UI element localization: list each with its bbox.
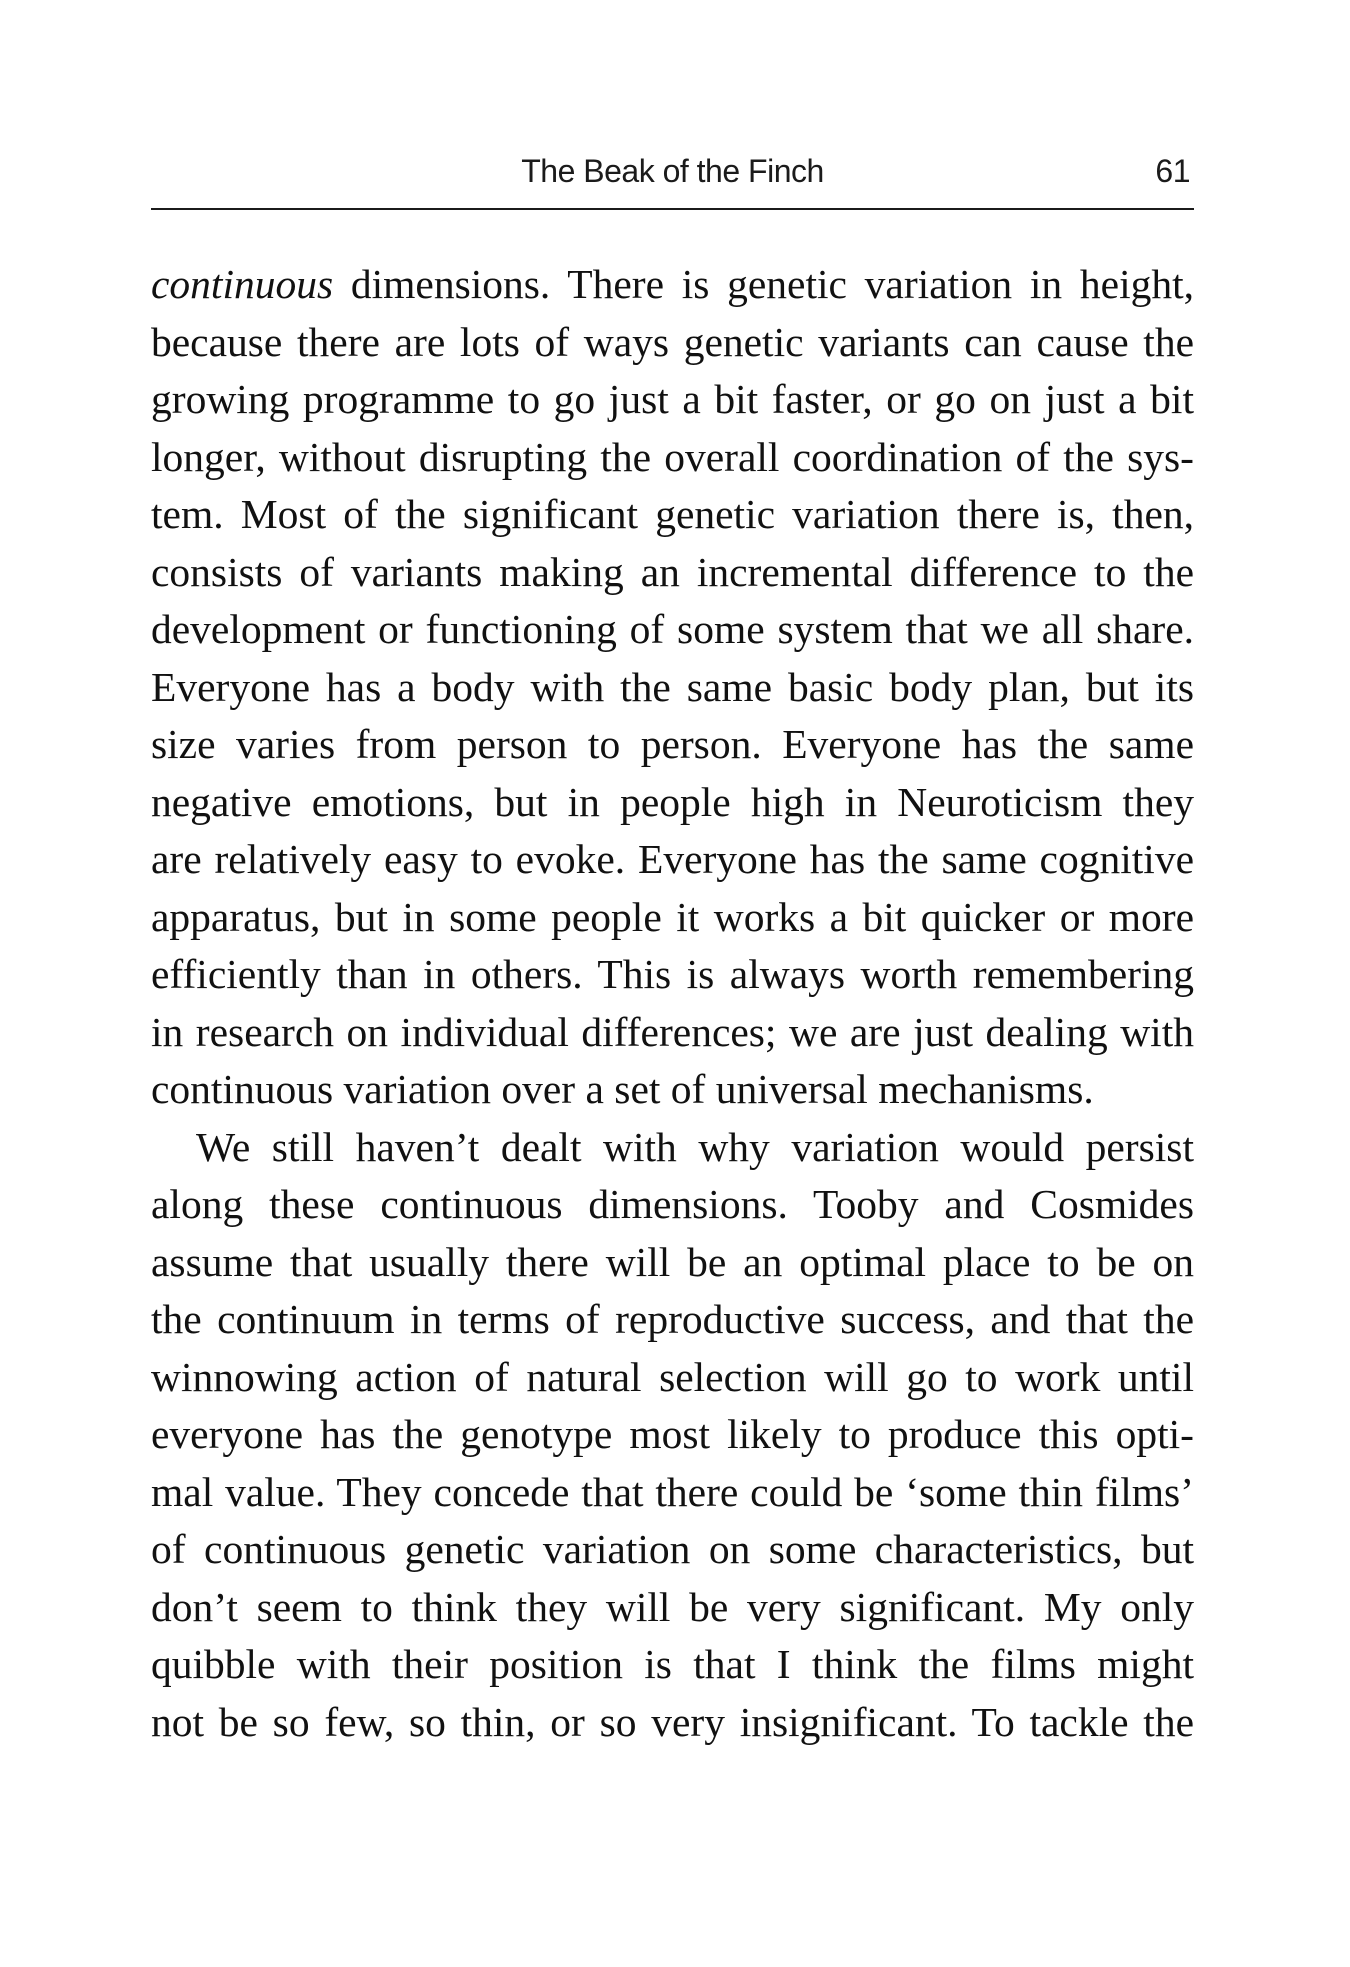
running-head: [151, 150, 1194, 192]
text-line: assume that usually there will be an optimal place to be on: [151, 1238, 1194, 1285]
text-line: of continuous genetic variation on some characteristics, but: [151, 1526, 1194, 1572]
text-line: are relatively easy to evoke. Everyone has the same cognitive: [151, 836, 1194, 882]
text-line: continuous dimensions. There is genetic variation in height,: [151, 261, 1194, 307]
text-line: winnowing action of natural selection will go to work until: [151, 1353, 1194, 1400]
text-line: quibble with their position is that I think the films might: [151, 1641, 1194, 1687]
emphasis: continuous: [151, 261, 334, 307]
text-line: negative emotions, but in people high in Neuroticism they: [151, 778, 1194, 825]
text-line: mal value. They concede that there could be ‘some thin films’: [151, 1468, 1194, 1515]
text-line: everyone has the genotype most likely to produce this opti-: [151, 1411, 1194, 1457]
text-line: development or functioning of some system that we all share.: [151, 606, 1194, 652]
text-line: don’t seem to think they will be very significant. My only: [151, 1583, 1194, 1630]
text-line: the continuum in terms of reproductive success, and that the: [151, 1296, 1194, 1342]
running-title: The Beak of the Finch: [521, 153, 824, 189]
text-line: not be so few, so thin, or so very insignificant. To tackle the: [151, 1698, 1194, 1745]
text-line: efficiently than in others. This is always worth remembering: [151, 951, 1194, 997]
text-line: consists of variants making an incremental difference to the: [151, 548, 1194, 595]
text-line: We still haven’t dealt with why variation would persist: [196, 1123, 1194, 1170]
header-rule: [151, 208, 1194, 210]
text-line: continuous variation over a set of universal mechanisms.: [151, 1066, 1094, 1112]
text-line: apparatus, but in some people it works a bit quicker or more: [151, 893, 1194, 940]
paragraph-2: [151, 1119, 1194, 1752]
text-line: Everyone has a body with the same basic body plan, but its: [151, 663, 1194, 710]
text-line: because there are lots of ways genetic variants can cause the: [151, 318, 1194, 365]
text-line: along these continuous dimensions. Tooby and Cosmides: [151, 1181, 1194, 1227]
text-line: longer, without disrupting the overall coordination of the sys-: [151, 433, 1194, 480]
text-line: in research on individual differences; we are just dealing with: [151, 1008, 1194, 1055]
text-line: growing programme to go just a bit faster, or go on just a bit: [151, 376, 1194, 422]
text-line: size varies from person to person. Everyone has the same: [151, 721, 1194, 767]
page-number: 61: [1155, 153, 1190, 189]
body-text: [151, 256, 1194, 1751]
text-line: tem. Most of the significant genetic variation there is, then,: [151, 491, 1194, 537]
paragraph-1: [151, 256, 1194, 1119]
